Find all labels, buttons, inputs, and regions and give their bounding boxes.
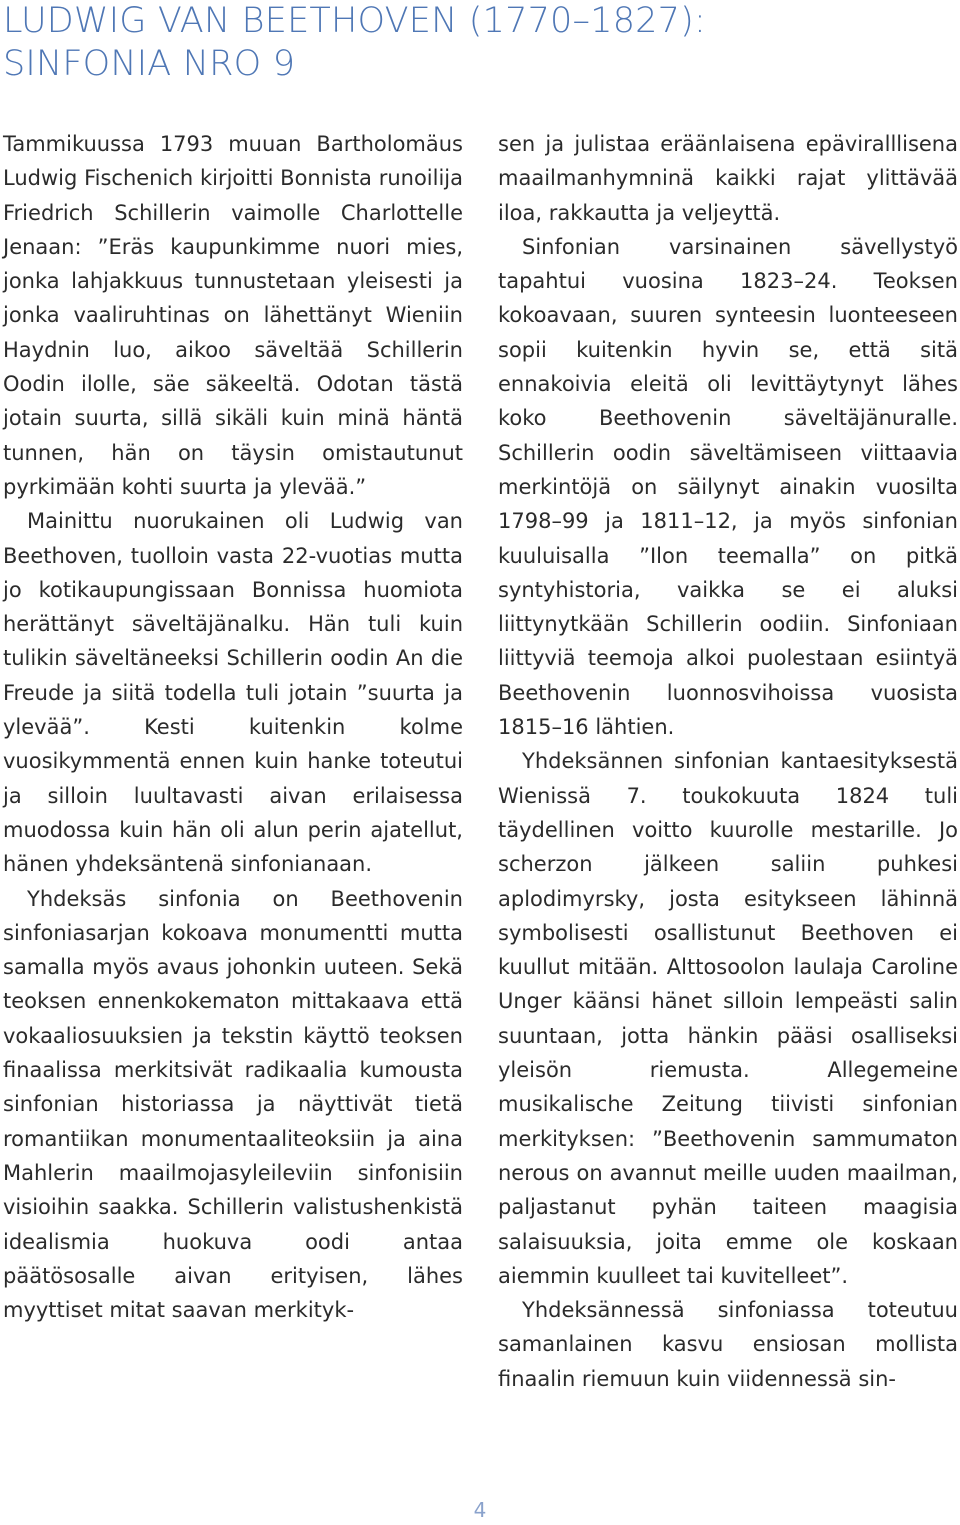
right-paragraph-3: Yhdeksännen sinfonian kantaesityksestä Wienissä 7. toukokuuta 1824 tuli täydellinen voitto kuurolle mestarille. Jo scherzon jälkeen saliin puhkesi aplodimyrsky, josta esitykseen lähinnä symbolisesti osallistunut Beethoven ei kuullut mitään. Alttosoolon laulaja Caroline Unger käänsi hänet silloin lempeästi salin suuntaan, jotta hänkin pääsi osalliseksi yleisön riemusta. Allegemeine musikalische Zeitung tiivisti sinfonian merkityksen: ”Beethovenin sammumaton nerous on avannut meille uuden maailman, paljastanut pyhän taiteen maagisia salaisuuksia, joita emme ole koskaan aiemmin kuulleet tai kuvitelleet”. — [498, 749, 958, 1288]
page-title-line-1: LUDWIG VAN BEETHOVEN (1770–1827): — [3, 1, 706, 41]
left-paragraph-1: Tammikuussa 1793 muuan Bartholomäus Ludwig Fischenich kirjoitti Bonnista runoilija Friedrich Schillerin vaimolle Charlottelle Jenaan: ”Eräs kaupunkimme nuori mies, jonka lahjakkuus tunnustetaan yleisesti ja jonka vaaliruhtinas on lähettänyt Wieniin Haydnin luo, aikoo säveltää Schillerin Oodin ilolle, säe säkeeltä. Odotan tästä jotain suurta, sillä sikäli kuin minä häntä tunnen, hän on täysin omistautunut pyrkimään kohti suurta ja ylevää.” — [3, 132, 463, 499]
right-paragraph-2: Sinfonian varsinainen sävellystyö tapahtui vuosina 1823–24. Teoksen kokoavaan, suuren synteesin luonteeseen sopii kuitenkin hyvin se, että sitä ennakoivia eleitä oli levittäytynyt lähes koko Beethovenin säveltäjänuralle. Schillerin oodin säveltämiseen viittaavia merkintöjä on säilynyt ainakin vuosilta 1798–99 ja 1811–12, ja myös sinfonian kuuluisalla ”Ilon teemalla” on pitkä syntyhistoria, vaikka se ei aluksi liittynytkään Schillerin oodiin. Sinfoniaan liittyviä teemoja alkoi puolestaan esiintyä Beethovenin luonnosvihoissa vuosista 1815–16 lähtien. — [498, 234, 958, 740]
left-paragraph-3: Yhdeksäs sinfonia on Beethovenin sinfoniasarjan kokoava monumentti mutta samalla myös avaus johonkin uuteen. Sekä teoksen ennenkokematon mittakaava että vokaaliosuuksien ja tekstin käyttö teoksen finaalissa merkitsivät radikaalia kumousta sinfonian historiassa ja näyttivät tietä romantiikan monumentaaliteoksiin ja aina Mahlerin maailmojasyleileviin sinfonisiin visioihin saakka. Schillerin valistushenkistä idealismia huokuva oodi antaa päätösosalle aivan erityisen, lähes myyttiset mitat saavan merkityk- — [3, 886, 463, 1323]
right-paragraph-1: sen ja julistaa eräänlaisena epäviralllisena maailmanhymninä kaikki rajat ylittävää iloa, rakkautta ja veljeyttä. — [498, 132, 958, 225]
right-paragraph-4: Yhdeksännessä sinfoniassa toteutuu samanlainen kasvu ensiosan mollista finaalin riemuun kuin viidennessä sin- — [498, 1298, 958, 1391]
left-paragraph-2: Mainittu nuorukainen oli Ludwig van Beethoven, tuolloin vasta 22-vuotias mutta jo kotikaupungissaan Bonnissa huomiota herättänyt säveltäjänalku. Hän tuli kuin tulikin säveltäneeksi Schillerin oodin An die Freude ja siitä todella tuli jotain ”suurta ja ylevää”. Kesti kuitenkin kolme vuosikymmentä ennen kuin hanke toteutui ja silloin luultavasti aivan erilaisessa muodossa kuin hän oli alun perin ajatellut, hänen yhdeksäntenä sinfonianaan. — [3, 509, 463, 877]
right-column — [498, 127, 958, 1396]
page-title — [3, 0, 706, 86]
left-column — [3, 127, 463, 1327]
page-title-line-2: SINFONIA NRO 9 — [3, 44, 296, 84]
page-number: 4 — [473, 1498, 487, 1522]
